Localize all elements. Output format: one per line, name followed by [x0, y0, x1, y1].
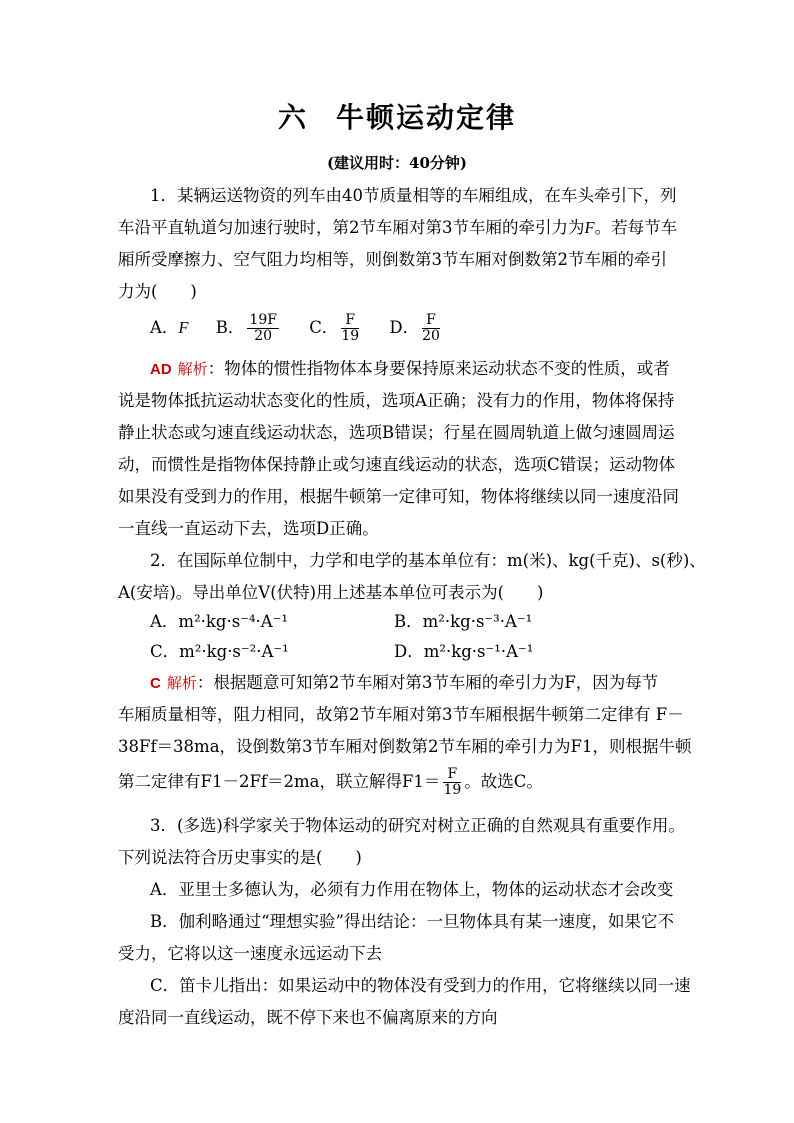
a2-line-2: 车厢质量相等，阻力相同，故第2节车厢对第3节车厢根据牛顿第二定律有 F－ [118, 705, 684, 724]
q2-line-1: 2．在国际单位制中，力学和电学的基本单位有：m(米)、kg(千克)、s(秒)、 [150, 551, 706, 570]
a2-line-4: 第二定律有F1－2Ff＝2ma，联立解得F1＝ $\frac{F}{19}$ 。故选C。 [118, 766, 543, 798]
q2-option-c: C．m²·kg·s⁻²·A⁻¹ [150, 642, 289, 661]
q1-option-a: A．F [150, 318, 189, 337]
subtitle: (建议用时：40分钟) [326, 154, 468, 172]
title-number: 六 [277, 101, 308, 134]
q1-option-b: B． $\frac{19F}{20}$ [215, 312, 277, 344]
q3-option-c-line-2: 度沿同一直线运动，既不停下来也不偏离原来的方向 [118, 1008, 498, 1027]
a1-line-2: 说是物体抵抗运动状态变化的性质，选项A正确；没有力的作用，物体将保持 [118, 391, 675, 410]
a1-line-6: 一直线一直运动下去，选项D正确。 [118, 519, 379, 538]
q3-option-c-line-1: C．笛卡儿指出：如果运动中的物体没有受到力的作用，它将继续以同一速 [150, 976, 691, 995]
q1-line-1: 1．某辆运送物资的列车由40节质量相等的车厢组成，在车头牵引下，列 [150, 186, 677, 205]
q2-options-row-1 [118, 606, 710, 638]
q2-option-b: B．m²·kg·s⁻³·A⁻¹ [394, 612, 533, 631]
a2-line-3: 38Ff＝38ma，设倒数第3节车厢对倒数第2节车厢的牵引力为F1，则根据牛顿 [118, 737, 692, 756]
a1-label: 解析 [177, 360, 208, 378]
a2-line-1: C 解析：根据题意可知第2节车厢对第3节车厢的牵引力为F，因为每节 [150, 673, 659, 692]
q3-option-a: A．亚里士多德认为，必须有力作用在物体上，物体的运动状态才会改变 [150, 880, 674, 899]
a2-answer: C [150, 675, 161, 692]
title-text: 牛顿运动定律 [336, 101, 517, 134]
q2-options-row-2 [118, 636, 710, 668]
q2-option-a: A．m²·kg·s⁻⁴·A⁻¹ [150, 612, 289, 631]
page-title [0, 96, 794, 136]
q1-line-3: 厢所受摩擦力、空气阻力均相等，则倒数第3节车厢对倒数第2节车厢的牵引 [118, 250, 667, 269]
a1-line-5: 如果没有受到力的作用，根据牛顿第一定律可知，物体将继续以同一速度沿同 [118, 487, 679, 506]
q2-option-d: D．m²·kg·s⁻¹·A⁻¹ [394, 642, 534, 661]
a2-label: 解析 [166, 674, 197, 692]
q2-line-2: A(安培)。导出单位V(伏特)用上述基本单位可表示为( ) [118, 583, 544, 602]
a1-line-3: 静止状态或匀速直线运动状态，选项B错误；行星在圆周轨道上做匀速圆周运 [118, 423, 675, 442]
q1-line-4: 力为( ) [118, 282, 197, 301]
q3-line-1: 3．(多选)科学家关于物体运动的研究对树立正确的自然观具有重要作用。 [150, 816, 685, 835]
a1-answer: AD [150, 361, 172, 378]
q3-option-b-line-2: 受力，它将以这一速度永远运动下去 [118, 944, 382, 963]
q1-option-c: C． $\frac{F}{19}$ [309, 312, 360, 344]
q1-line-2: 车沿平直轨道匀加速行驶时，第2节车厢对第3节车厢的牵引力为F。若每节车 [118, 218, 678, 237]
q1-options [118, 312, 710, 344]
a1-line-1: AD 解析：物体的惯性指物体本身要保持原来运动状态不变的性质，或者 [150, 359, 670, 378]
q1-option-d: D． $\frac{F}{20}$ [389, 312, 440, 344]
q3-option-b-line-1: B．伽利略通过“理想实验”得出结论：一旦物体具有某一速度，如果它不 [150, 912, 674, 931]
q3-line-2: 下列说法符合历史事实的是( ) [118, 848, 362, 867]
a1-line-4: 动，而惯性是指物体保持静止或匀速直线运动的状态，选项C错误；运动物体 [118, 455, 676, 474]
